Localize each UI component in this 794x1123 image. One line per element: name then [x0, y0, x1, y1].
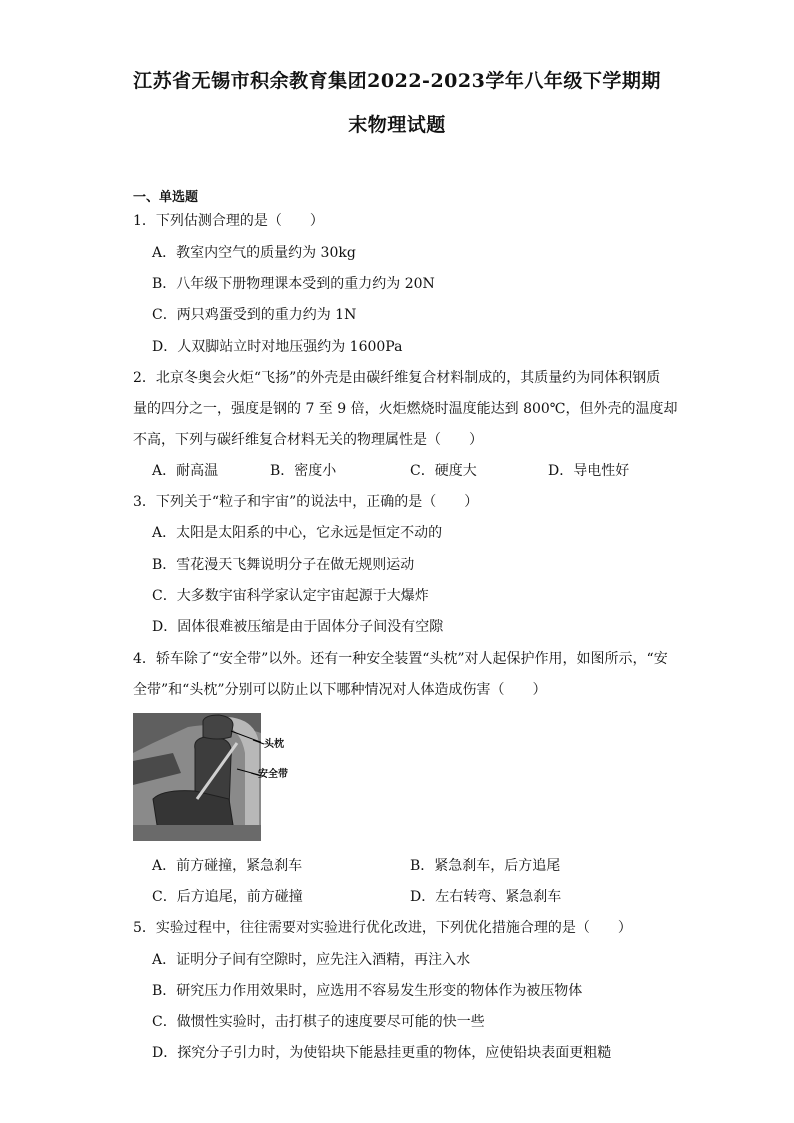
figure-label-headrest: 头枕 — [264, 739, 284, 750]
question-4-stem-line-1: 4．轿车除了“安全带”以外。还有一种安全装置“头枕”对人起保护作用，如图所示，“安 — [133, 651, 668, 667]
question-1-option-d: D．人双脚站立时对地压强约为 1600Pa — [152, 339, 403, 355]
question-2-option-a: A．耐高温 — [152, 463, 219, 479]
question-5-option-a: A．证明分子间有空隙时，应先注入酒精，再注入水 — [152, 952, 471, 968]
question-5-option-b: B．研究压力作用效果时，应选用不容易发生形变的物体作为被压物体 — [152, 983, 583, 999]
question-4-stem-line-2: 全带”和“头枕”分别可以防止以下哪种情况对人体造成伤害（ ） — [133, 682, 547, 698]
question-4-option-d: D．左右转弯、紧急刹车 — [410, 889, 562, 905]
question-5-option-c: C．做惯性实验时，击打棋子的速度要尽可能的快一些 — [152, 1014, 485, 1030]
question-2-stem-line-2: 量的四分之一，强度是钢的 7 至 9 倍，火炬燃烧时温度能达到 800℃，但外壳的温度却 — [133, 401, 678, 417]
question-2-option-c: C．硬度大 — [410, 463, 477, 479]
question-3-stem: 3．下列关于“粒子和宇宙”的说法中，正确的是（ ） — [133, 494, 479, 510]
question-2-option-b: B．密度小 — [270, 463, 337, 479]
question-4-option-b: B．紧急刹车，后方追尾 — [410, 858, 561, 874]
question-2-stem-line-3: 不高，下列与碳纤维复合材料无关的物理属性是（ ） — [133, 432, 483, 448]
question-5-option-d: D．探究分子引力时，为使铅块下能悬挂更重的物体，应使铅块表面更粗糙 — [152, 1045, 612, 1061]
question-3-option-c: C．大多数宇宙科学家认定宇宙起源于大爆炸 — [152, 588, 429, 604]
question-1-option-a: A．教室内空气的质量约为 30kg — [152, 245, 356, 261]
question-3-option-d: D．固体很难被压缩是由于固体分子间没有空隙 — [152, 619, 444, 635]
question-1-option-c: C．两只鸡蛋受到的重力约为 1N — [152, 307, 357, 323]
question-4-option-a: A．前方碰撞，紧急刹车 — [152, 858, 303, 874]
figure-label-seatbelt: 安全带 — [258, 769, 288, 780]
question-1-stem: 1．下列估测合理的是（ ） — [133, 213, 324, 229]
document-title-line-1: 江苏省无锡市积余教育集团2022-2023学年八年级下学期期 — [133, 70, 661, 92]
section-heading: 一、单选题 — [133, 190, 199, 205]
question-1-option-b: B．八年级下册物理课本受到的重力约为 20N — [152, 276, 435, 292]
question-2-stem-line-1: 2．北京冬奥会火炬“飞扬”的外壳是由碳纤维复合材料制成的，其质量约为同体积钢质 — [133, 370, 661, 386]
question-3-option-a: A．太阳是太阳系的中心，它永远是恒定不动的 — [152, 525, 443, 541]
question-3-option-b: B．雪花漫天飞舞说明分子在做无规则运动 — [152, 557, 415, 573]
question-4-option-c: C．后方追尾，前方碰撞 — [152, 889, 303, 905]
question-5-stem: 5．实验过程中，往往需要对实验进行优化改进，下列优化措施合理的是（ ） — [133, 920, 632, 936]
question-2-option-d: D．导电性好 — [548, 463, 630, 479]
document-title-line-2: 末物理试题 — [348, 114, 446, 136]
